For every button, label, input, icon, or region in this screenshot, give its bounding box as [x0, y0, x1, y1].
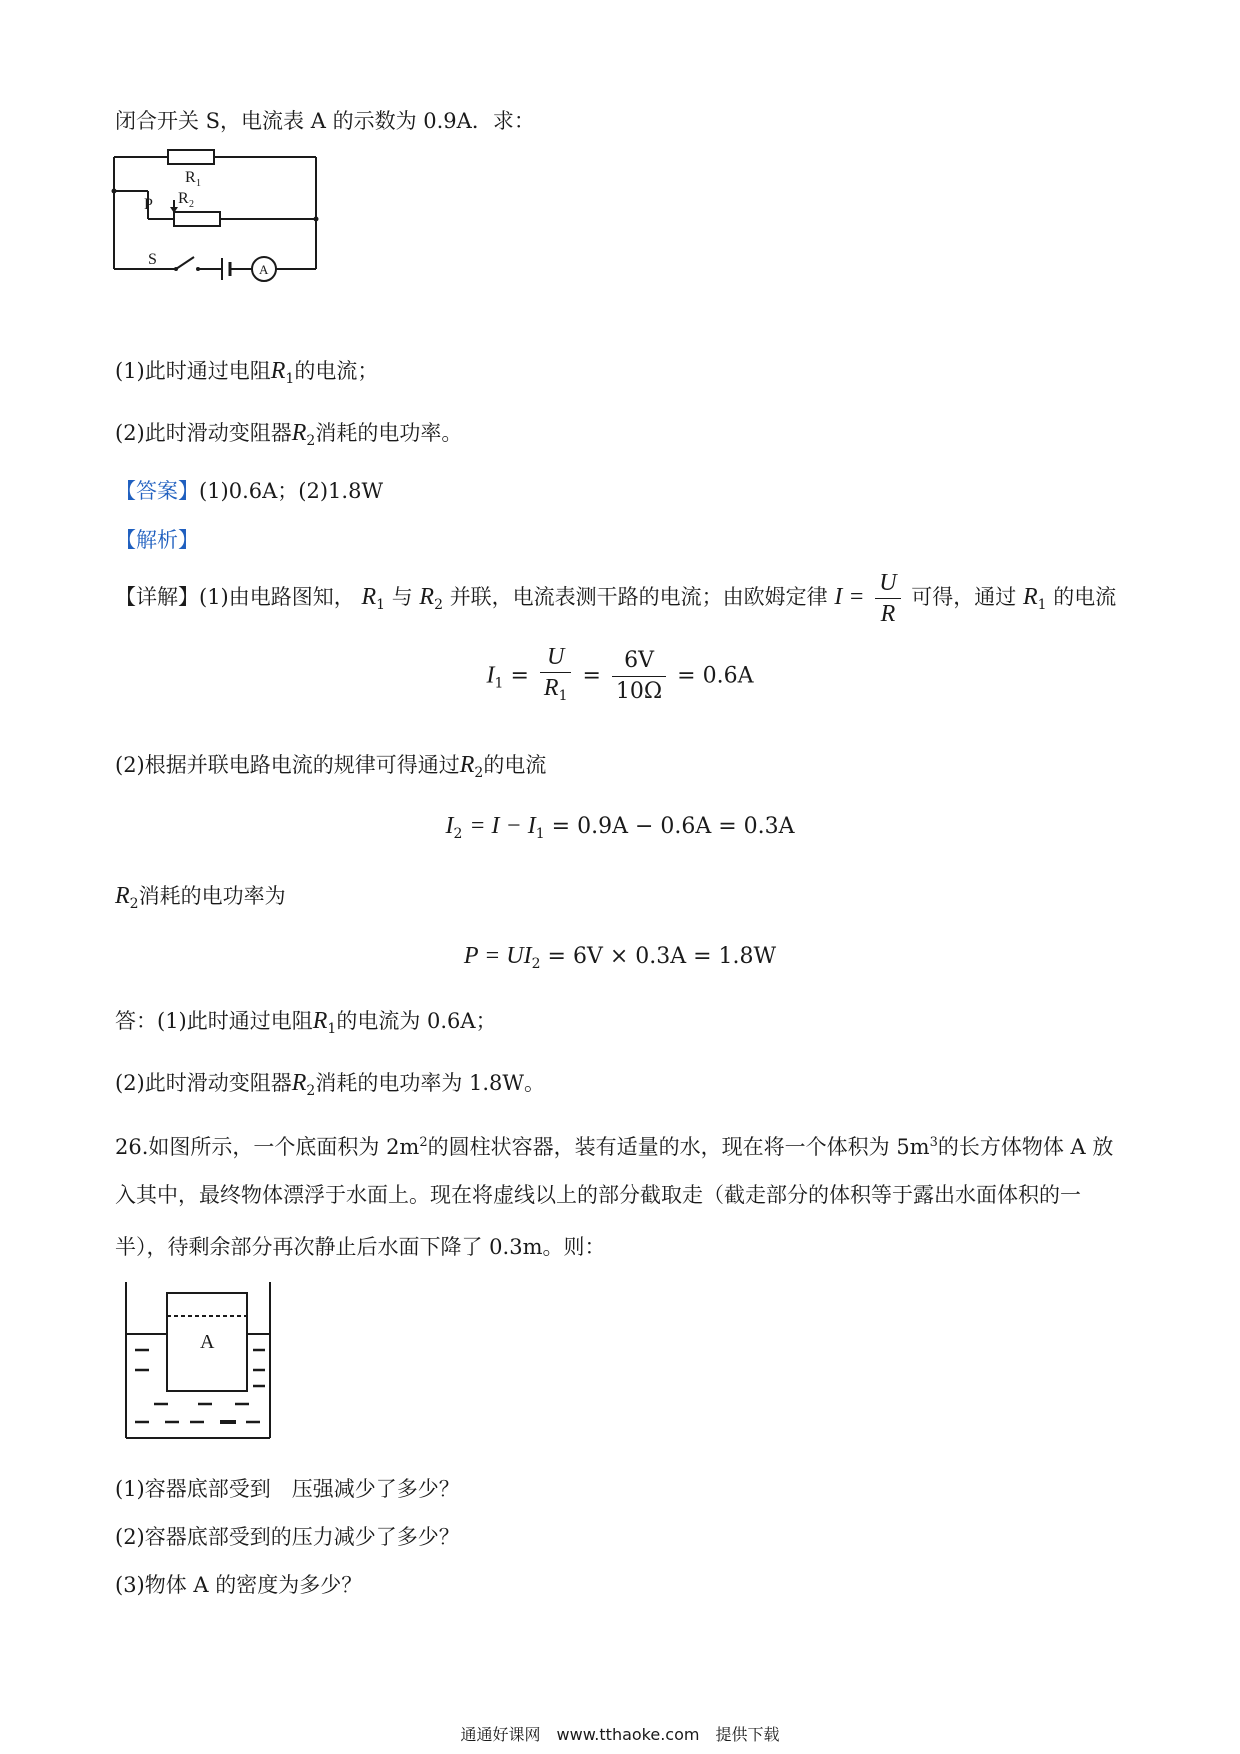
- problem-26-question-3: (3)物体 A 的密度为多少？: [115, 1573, 363, 1597]
- formula-i1: $I_1$ = $\frac{U}{R_1}$ = $\frac{6V}{10\Omega}$ = 0.6A: [486, 644, 754, 704]
- resistor-r1: [168, 150, 214, 164]
- object-a-label: A: [200, 1331, 215, 1353]
- label-r1: R: [185, 169, 196, 186]
- problem-26-line-2: 入其中，最终物体漂浮于水面上。现在将虚线以上的部分截取走（截走部分的体积等于露出水面体积的一: [115, 1183, 1081, 1207]
- svg-text:1: 1: [196, 178, 201, 189]
- formula-i2: $I_2 = I - I_1 = 0.9A - 0.6A = 0.3A$: [445, 813, 795, 842]
- detail-line: 【详解】(1)由电路图知， $R_1$ 与 $R_2$ 并联，电流表测干路的电流；由欧姆定律 I = $\frac{U}{R}$ 可得，通过 $R_1$ 的电流: [115, 570, 1117, 627]
- problem-26-line-3: 半），待剩余部分再次静止后水面下降了 0.3m。则：: [115, 1235, 606, 1259]
- formula-power: $P = UI_2 = 6V \times 0.3A = 1.8W$: [463, 943, 777, 972]
- answer-line: 【答案】(1)0.6A；(2)1.8W: [115, 479, 384, 503]
- line-parallel-rule: (2)根据并联电路电流的规律可得通过$R_2$的电流: [115, 752, 547, 781]
- container-figure: [120, 1278, 280, 1443]
- final-answer-2: (2)此时滑动变阻器$R_2$消耗的电功率为 1.8W。: [115, 1070, 545, 1099]
- svg-text:2: 2: [189, 199, 194, 210]
- problem-intro: 闭合开关 S，电流表 A 的示数为 0.9A．求：: [115, 109, 535, 133]
- answer-tag: 【答案】: [115, 479, 199, 503]
- footer-watermark: 通通好课网 www.tthaoke.com 提供下载: [460, 1725, 780, 1744]
- label-ammeter: A: [259, 262, 269, 277]
- ohm-law-fraction: $\frac{U}{R}$: [875, 569, 900, 628]
- label-s: S: [148, 251, 157, 268]
- switch-s: [176, 257, 194, 269]
- problem-26-line-1: 26.如图所示，一个底面积为 $2m^2$的圆柱状容器，装有适量的水，现在将一个体积为 $5m^3$的长方体物体 A 放: [115, 1135, 1114, 1159]
- problem-26-question-2: (2)容器底部受到的压力减少了多少？: [115, 1525, 460, 1549]
- problem-26-question-1: (1)容器底部受到 压强减少了多少？: [115, 1477, 460, 1501]
- question-2: (2)此时滑动变阻器$R_2$消耗的电功率。: [115, 420, 463, 449]
- circuit-diagram: [108, 145, 328, 295]
- label-p: P: [144, 196, 153, 213]
- line-power-intro: $R_2$消耗的电功率为: [115, 883, 286, 912]
- label-r2: R: [178, 190, 189, 207]
- analysis-tag: 【解析】: [115, 528, 199, 552]
- final-answer-1: 答：(1)此时通过电阻$R_1$的电流为 0.6A；: [115, 1008, 497, 1037]
- rheostat-r2: [174, 212, 220, 226]
- question-1: (1)此时通过电阻$R_1$的电流；: [115, 358, 379, 387]
